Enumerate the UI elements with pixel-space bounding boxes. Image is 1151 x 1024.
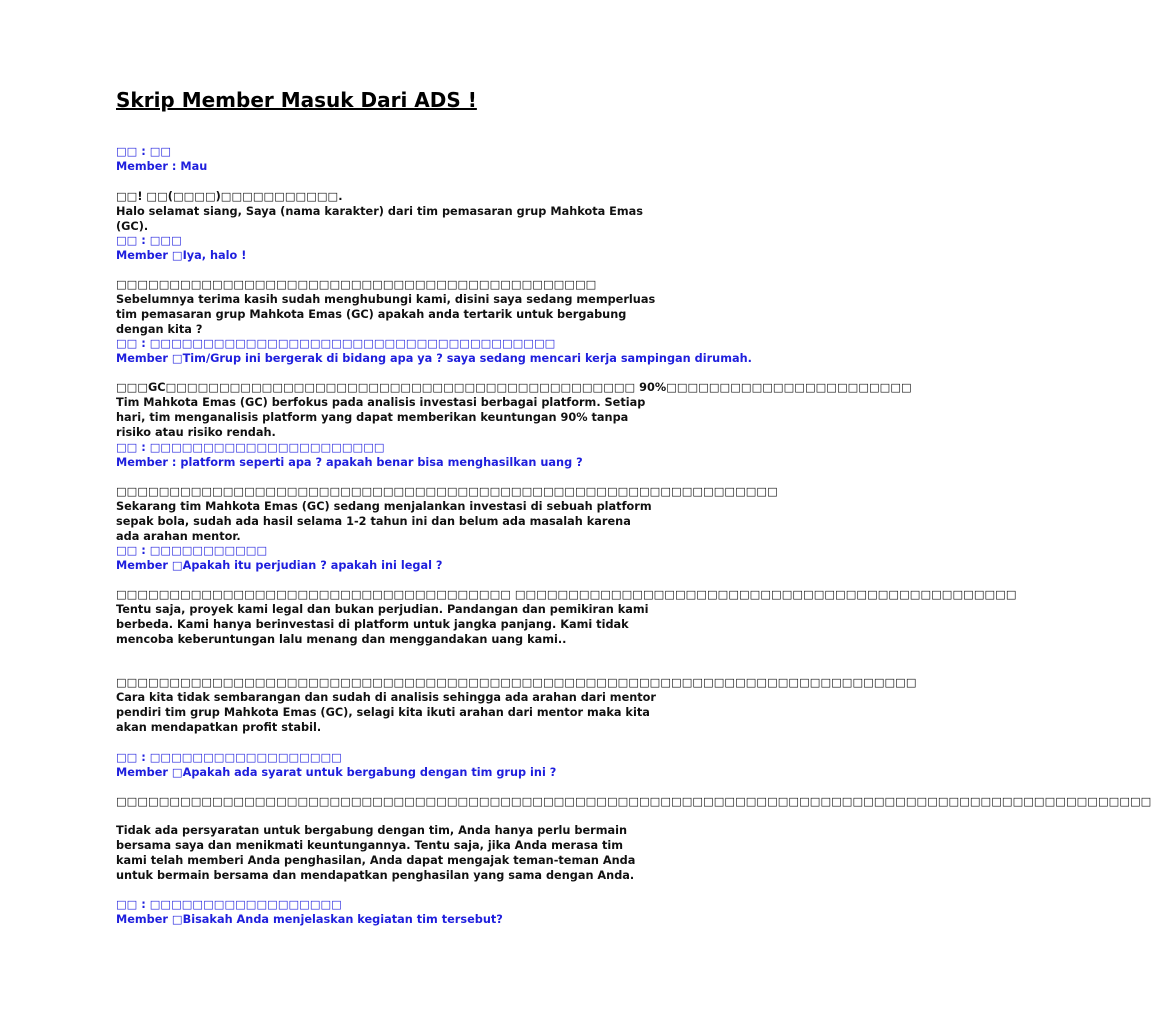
member-line: Member □Iya, halo !: [116, 249, 247, 262]
answer-text: Halo selamat siang, Saya (nama karakter) dari tim pemasaran grup Mahkota Emas (GC).: [116, 205, 647, 233]
answer-text: Tentu saja, proyek kami legal dan bukan perjudian. Pandangan dan pemikiran kami berbeda. Kami hanya berinvestasi di platform untuk jangka panjang. Kami tidak mencoba keberuntungan lalu menang dan menggandakan uang kami..: [116, 603, 653, 646]
answer-cjk: □□□□□□□□□□□□□□□□□□□□□□□□□□□□□□□□□□□□□□□□□□□□□□□□□□□□□□□□□□□□□□□□□□□□□□□□□□□□□□□□□□□□□□□□□□□□□□□□□: [116, 795, 1151, 808]
document-title: Skrip Member Masuk Dari ADS !: [116, 88, 477, 112]
question-label: □□ : □□□□□□□□□□□: [116, 544, 268, 557]
answer-text: Tidak ada persyaratan untuk bergabung dengan tim, Anda hanya perlu bermain bersama saya dan menikmati keuntungannya. Tentu saja, jika Anda merasa tim kami telah memberi Anda penghasilan, Anda dapat mengajak teman-teman Anda untuk bermain bersama dan mendapatkan penghasilan yang sama dengan Anda.: [116, 824, 640, 882]
answer-text: Sekarang tim Mahkota Emas (GC) sedang menjalankan investasi di sebuah platform sepak bola, sudah ada hasil selama 1-2 tahun ini dan belum ada masalah karena ada arahan mentor.: [116, 500, 656, 543]
question-label: □□ : □□□□□□□□□□□□□□□□□□: [116, 898, 342, 911]
answer-text: Cara kita tidak sembarangan dan sudah di analisis sehingga ada arahan dari mentor pendiri tim grup Mahkota Emas (GC), selagi kita ikuti arahan dari mentor maka kita akan mendapatkan profit stabil.: [116, 691, 660, 734]
answer-text: Tim Mahkota Emas (GC) berfokus pada analisis investasi berbagai platform. Setiap hari, tim menganalisis platform yang dapat memberikan keuntungan 90% tanpa risiko atau risiko rendah.: [116, 396, 650, 439]
answer-cjk: □□□□□□□□□□□□□□□□□□□□□□□□□□□□□□□□□□□□□□□□□□□□□: [116, 278, 597, 291]
member-line: Member □Apakah itu perjudian ? apakah ini legal ?: [116, 559, 443, 572]
member-line: Member □Bisakah Anda menjelaskan kegiatan tim tersebut?: [116, 913, 503, 926]
question-label: □□ : □□□□□□□□□□□□□□□□□□□□□□□□□□□□□□□□□□□□□□: [116, 337, 556, 350]
answer-text: Sebelumnya terima kasih sudah menghubungi kami, disini saya sedang memperluas tim pemasaran grup Mahkota Emas (GC) apakah anda tertarik untuk bergabung dengan kita ?: [116, 293, 660, 336]
answer-cjk: □□□□□□□□□□□□□□□□□□□□□□□□□□□□□□□□□□□□□ □□□□□□□□□□□□□□□□□□□□□□□□□□□□□□□□□□□□□□□□□□□□□□□: [116, 588, 1017, 601]
question-label: □□ : □□□□□□□□□□□□□□□□□□□□□□: [116, 441, 385, 454]
question-label: □□ : □□□: [116, 234, 182, 247]
answer-cjk: □□□□□□□□□□□□□□□□□□□□□□□□□□□□□□□□□□□□□□□□□□□□□□□□□□□□□□□□□□□□□□: [116, 485, 778, 498]
member-line: Member : platform seperti apa ? apakah benar bisa menghasilkan uang ?: [116, 456, 583, 469]
answer-cjk: □□□GC□□□□□□□□□□□□□□□□□□□□□□□□□□□□□□□□□□□□□□□□□□□□ 90%□□□□□□□□□□□□□□□□□□□□□□□: [116, 381, 912, 394]
answer-cjk: □□□□□□□□□□□□□□□□□□□□□□□□□□□□□□□□□□□□□□□□□□□□□□□□□□□□□□□□□□□□□□□□□□□□□□□□□□□: [116, 676, 917, 689]
question-label: □□ : □□□□□□□□□□□□□□□□□□: [116, 751, 342, 764]
question-label: □□ : □□: [116, 145, 172, 158]
member-line: Member □Tim/Grup ini bergerak di bidang apa ya ? saya sedang mencari kerja sampingan dirumah.: [116, 352, 752, 365]
member-line: Member □Apakah ada syarat untuk bergabung dengan tim grup ini ?: [116, 766, 557, 779]
member-line: Member : Mau: [116, 160, 208, 173]
answer-cjk: □□! □□(□□□□)□□□□□□□□□□□.: [116, 190, 343, 203]
